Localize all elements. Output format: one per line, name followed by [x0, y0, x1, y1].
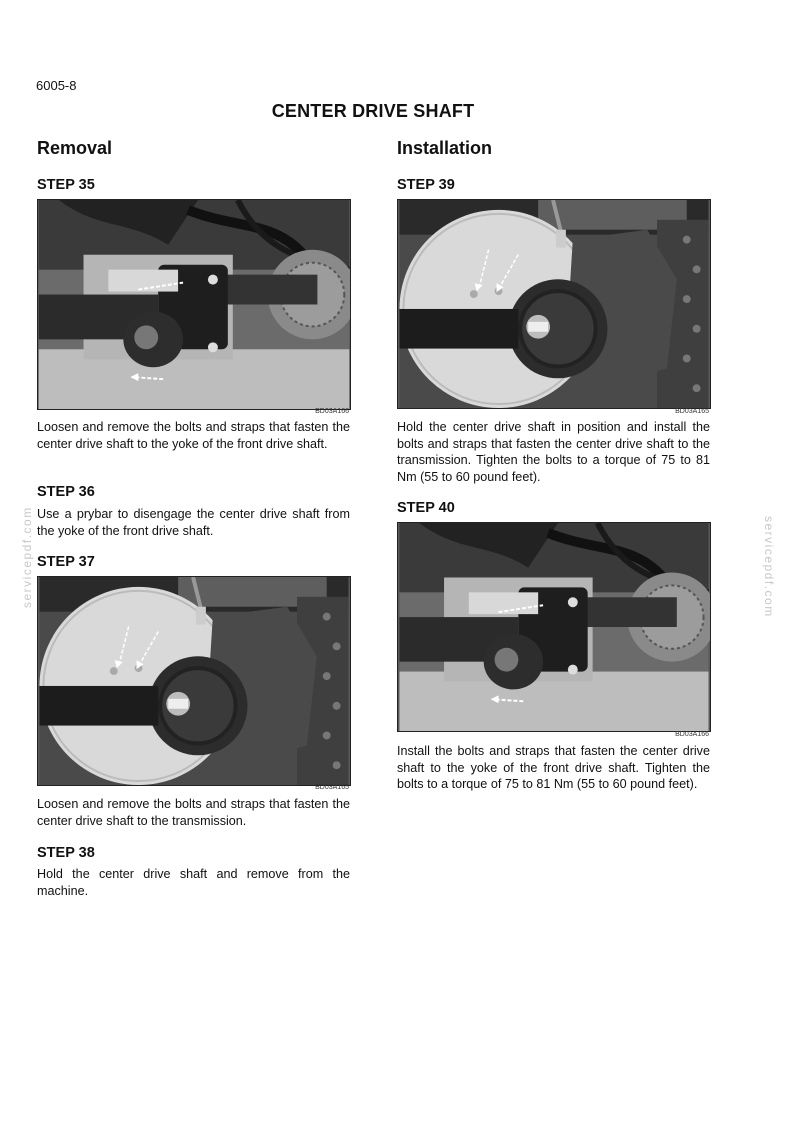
- step-35-photo: [37, 199, 351, 410]
- step-37-label: STEP 37: [37, 554, 95, 570]
- step-39-label: STEP 39: [397, 177, 455, 193]
- step-36-label: STEP 36: [37, 484, 95, 500]
- page-title: CENTER DRIVE SHAFT: [271, 101, 475, 121]
- page-number: 6005-8: [36, 78, 77, 93]
- step-39-text: Hold the center drive shaft in position and install the bolts and straps that fasten the center drive shaft to the transmission. Tighten the bolts to a torque of 75 to 81 Nm (55 to 60 pound feet).: [397, 420, 710, 484]
- watermark-right: servicepdf.com: [762, 516, 776, 618]
- installation-heading: Installation: [397, 138, 493, 158]
- step-36-text: Use a prybar to disengage the center drive shaft from the yoke of the front drive shaft.: [37, 507, 350, 538]
- step-37-figure-code: BD03A165: [315, 784, 349, 791]
- step-40-label: STEP 40: [397, 500, 455, 516]
- step-40-photo: [397, 522, 711, 732]
- step-40-figure-code: BD03A166: [675, 731, 709, 738]
- step-39-figure-code: BD03A165: [675, 408, 709, 415]
- step-35-text: Loosen and remove the bolts and straps that fasten the center drive shaft to the yoke of the front drive shaft.: [37, 420, 350, 451]
- step-39-photo: [397, 199, 711, 409]
- step-35-label: STEP 35: [37, 177, 95, 193]
- step-38-label: STEP 38: [37, 845, 95, 861]
- step-35-figure-code: BD03A166: [315, 408, 349, 415]
- step-40-text: Install the bolts and straps that fasten the center drive shaft to the yoke of the front drive shaft. Tighten the bolts to a torque of 75 to 81 Nm (55 to 60 pound feet).: [397, 744, 710, 792]
- watermark-left: servicepdf.com: [20, 506, 34, 608]
- step-37-photo: [37, 576, 351, 786]
- step-38-text: Hold the center drive shaft and remove from the machine.: [37, 867, 350, 898]
- step-37-text: Loosen and remove the bolts and straps that fasten the center drive shaft to the transmission.: [37, 797, 350, 828]
- removal-heading: Removal: [37, 138, 113, 158]
